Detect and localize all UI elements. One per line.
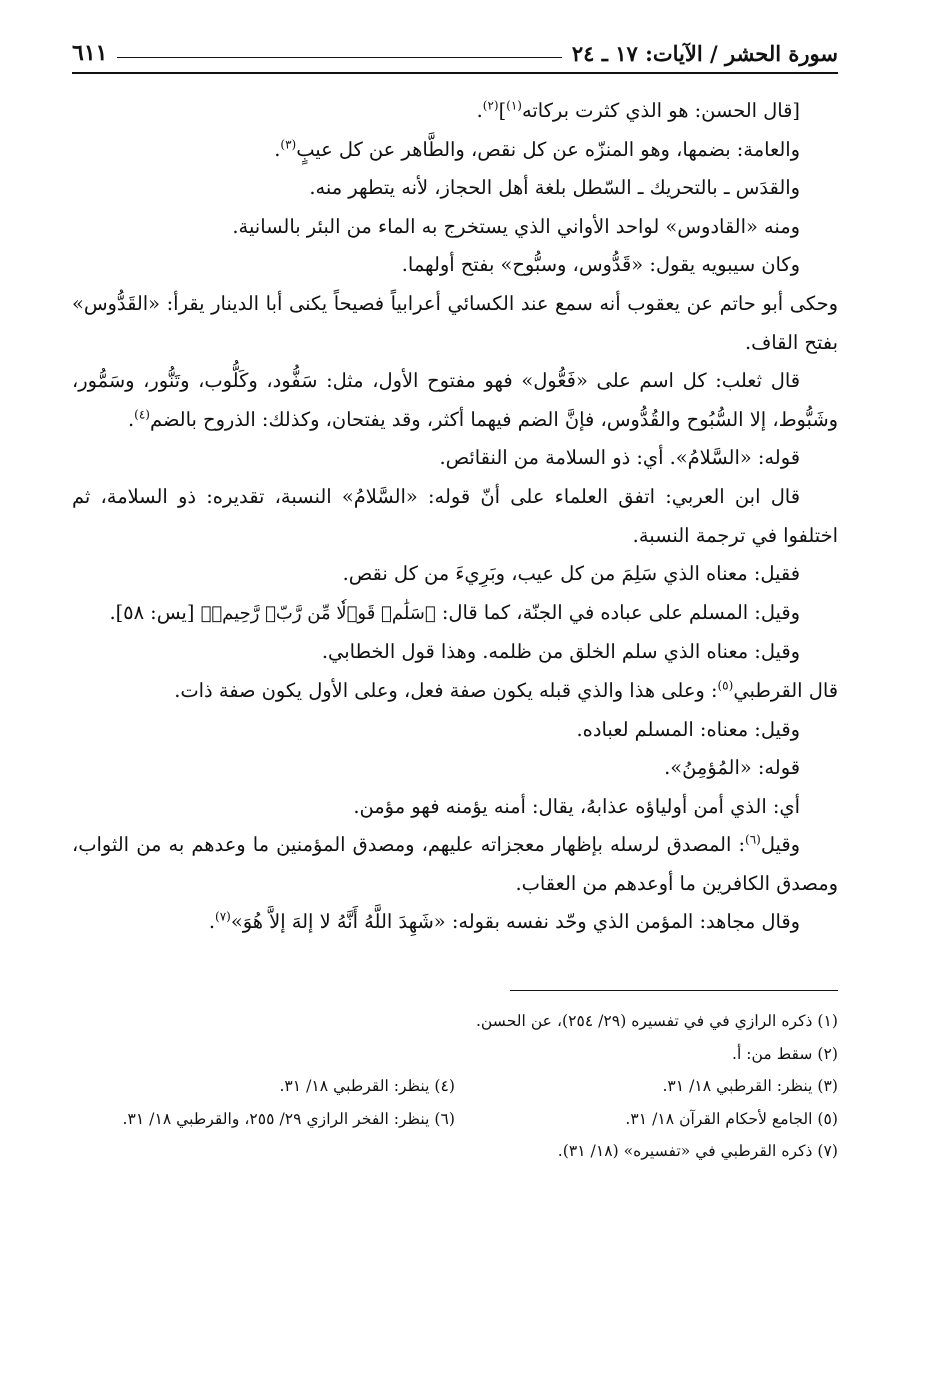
paragraph: والقدَس ـ بالتحريك ـ السّطل بلغة أهل الحجاز، لأنه يتطهر منه. — [309, 176, 800, 200]
footnote: (٥) الجامع لأحكام القرآن ١٨/ ٣١. — [625, 1109, 838, 1128]
footnote-ref[interactable]: (٧) — [215, 910, 231, 924]
paragraph: قال ابن العربي: اتفق العلماء على أنّ قوله: «السَّلامُ» النسبة، تقديره: ذو السلامة، ثم اختلفوا في ترجمة النسبة. — [72, 484, 838, 547]
paragraph: قال القرطبي$^{(٥)}$: وعلى هذا والذي قبله يكون صفة فعل، وعلى الأول يكون صفة ذات. — [174, 678, 838, 702]
paragraph: وحكى أبو حاتم عن يعقوب أنه سمع عند الكسائي أعرابياً فصيحاً يكنى أبا الدينار يقرأ: «القَدُّوس» بفتح القاف. — [72, 291, 838, 354]
paragraph: وقيل$^{(٦)}$: المصدق لرسله بإظهار معجزاته عليهم، ومصدق المؤمنين ما وعدهم به من الثواب، ومصدق الكافرين ما أوعدهم من العقاب. — [72, 832, 838, 895]
paragraph: وقيل: معناه: المسلم لعباده. — [576, 717, 800, 741]
footnote: (٧) ذكره القرطبي في «تفسيره» (١٨/ ٣١). — [557, 1142, 838, 1161]
header-rule — [117, 57, 561, 58]
paragraph: فقيل: معناه الذي سَلِمَ من كل عيب، وبَرِيءَ من كل نقص. — [342, 562, 800, 586]
paragraph: وقيل: المسلم على عباده في الجنّة، كما قال: ﴿سَلَٰمٞ قَوۡلٗا مِّن رَّبّٖ رَّحِيمٖ﴾ [يس: ٥٨]. — [109, 600, 800, 624]
footnote: (٢) سقط من: أ. — [732, 1044, 838, 1063]
paragraph: ومنه «القادوس» لواحد الأواني الذي يستخرج به الماء من البئر بالسانية. — [232, 214, 800, 238]
footnote-ref[interactable]: (٤) — [134, 407, 150, 422]
footnote-ref[interactable]: (٦) — [745, 832, 761, 847]
paragraph: والعامة: بضمها، وهو المنزّه عن كل نقص، والطَّاهر عن كل عيبٍ$^{(٣)}$. — [274, 137, 800, 161]
quran-verse: ﴿سَلَٰمٞ قَوۡلٗا مِّن رَّبّٖ رَّحِيمٖ﴾ — [200, 602, 436, 624]
paragraph: وقال مجاهد: المؤمن الذي وحّد نفسه بقوله: «شَهِدَ اللَّهُ أَنَّهُ لا إلهَ إلاَّ هُوَ»$^{(٧)}$. — [208, 910, 800, 934]
paragraph: قال ثعلب: كل اسم على «فَعُّول» فهو مفتوح الأول، مثل: سَفُّود، وكَلُّوب، وتَنُّور، وسَمُّور، وشَبُّوط، إلا السُّبُوح والقُدُّوس، فإنَّ الضم فيهما أكثر، وقد يفتحان، وكذلك: الذروح بالضم$^{(٤)}$. — [72, 369, 838, 431]
footnote-ref[interactable]: (٥) — [717, 678, 734, 693]
surah-title: سورة الحشر / الآيات: ١٧ ـ ٢٤ — [571, 41, 838, 66]
footnote: (٤) ينظر: القرطبي ١٨/ ٣١. — [279, 1077, 455, 1096]
footnote-row — [72, 1070, 838, 1103]
paragraph: [قال الحسن: هو الذي كثرت بركاته$^{(١)}$]$^{(٢)}$. — [476, 98, 800, 122]
running-header — [72, 40, 838, 74]
footnote-row — [72, 1103, 838, 1136]
footnote: (٦) ينظر: الفخر الرازي ٢٩/ ٢٥٥، والقرطبي ١٨/ ٣١. — [122, 1109, 455, 1128]
footnote-separator — [510, 990, 838, 991]
paragraph: وقيل: معناه الذي سلم الخلق من ظلمه. وهذا قول الخطابي. — [321, 640, 800, 664]
main-text — [72, 92, 838, 942]
paragraph: أي: الذي أمن أولياؤه عذابهُ، يقال: أمنه يؤمنه فهو مؤمن. — [353, 794, 800, 818]
paragraph: قوله: «المُؤمِنُ». — [664, 756, 800, 780]
footnote-ref[interactable]: (٢) — [482, 98, 499, 113]
page-number: ٦١١ — [72, 40, 108, 66]
footnote: (١) ذكره الرازي في في تفسيره (٢٩/ ٢٥٤)، عن الحسن. — [475, 1012, 838, 1031]
footnote-ref[interactable]: (١) — [506, 98, 522, 113]
paragraph: قوله: «السَّلامُ». أي: ذو السلامة من النقائص. — [439, 446, 800, 470]
footnote-ref[interactable]: (٣) — [280, 137, 297, 152]
footnote: (٣) ينظر: القرطبي ١٨/ ٣١. — [662, 1077, 838, 1096]
paragraph: وكان سيبويه يقول: «قَدُّوس، وسبُّوح» بفتح أولهما. — [401, 253, 800, 277]
footnotes — [72, 1005, 838, 1168]
